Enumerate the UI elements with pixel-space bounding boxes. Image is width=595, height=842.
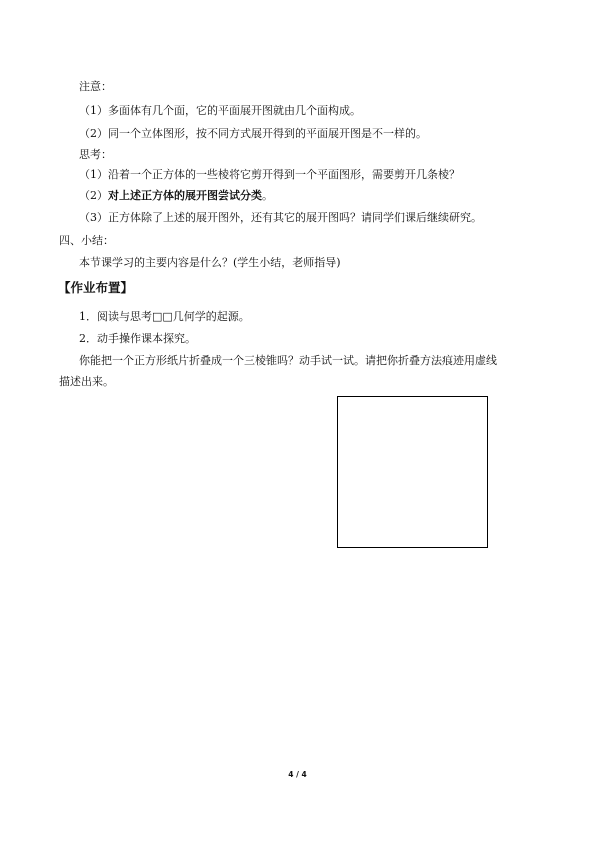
homework-item-2: 2．动手操作课本探究。	[79, 332, 196, 345]
thinking-item-2-prefix: （2）	[79, 189, 108, 202]
square-paper-figure	[337, 396, 488, 548]
homework-heading: 【作业布置】	[58, 280, 134, 295]
note-item-2: （2）同一个立体图形，按不同方式展开得到的平面展开图是不一样的。	[79, 127, 427, 140]
thinking-label: 思考：	[79, 148, 112, 161]
homework-task-line-2: 描述出来。	[59, 375, 114, 388]
page-number: 4 / 4	[288, 770, 307, 779]
homework-task-line-1: 你能把一个正方形纸片折叠成一个三棱锥吗？动手试一试。请把你折叠方法痕迹用虚线	[79, 354, 497, 367]
thinking-item-2	[79, 189, 273, 203]
thinking-item-3: （3）正方体除了上述的展开图外，还有其它的展开图吗？请同学们课后继续研究。	[79, 211, 482, 224]
homework-item-1: 1．阅读与思考□□几何学的起源。	[79, 310, 250, 323]
summary-text: 本节课学习的主要内容是什么？(学生小结，老师指导)	[79, 256, 341, 269]
note-item-1: （1）多面体有几个面，它的平面展开图就由几个面构成。	[79, 104, 361, 117]
thinking-item-2-bold-text: 对上述正方体的展开图尝试分类	[108, 189, 262, 202]
notes-label: 注意：	[79, 80, 112, 93]
thinking-item-1: （1）沿着一个正方体的一些棱将它剪开得到一个平面图形，需要剪开几条棱？	[79, 168, 460, 181]
thinking-item-2-suffix: 。	[262, 189, 273, 202]
summary-label: 四、小结：	[59, 234, 114, 247]
